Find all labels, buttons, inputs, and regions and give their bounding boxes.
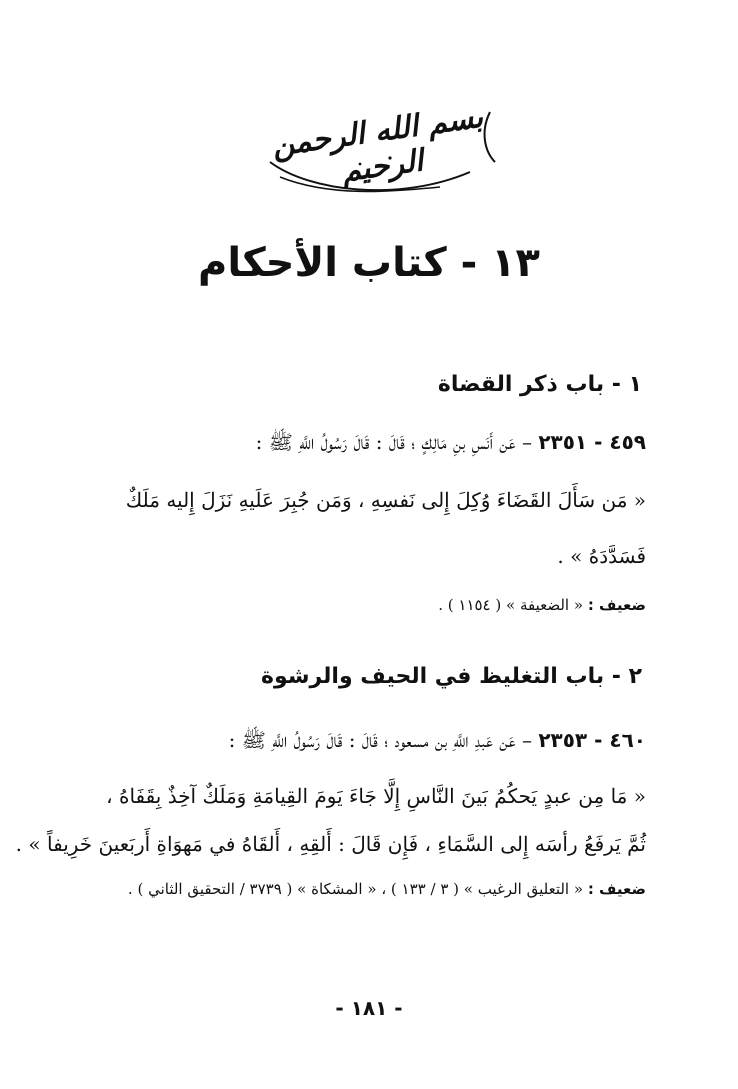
grade-label: ضعيف : <box>587 596 646 614</box>
grade-reference: « التعليق الرغيب » ( ٣ / ١٣٣ ) ، « المشكاة » ( ٣٧٣٩ / التحقيق الثاني ) . <box>127 880 584 898</box>
hadith-460-line-3: ثُمَّ يَرفَعُ رأسَه إِلى السَّمَاءِ ، فَإِن قَالَ : أَلقِهِ ، أَلقَاهُ في مَهوَاةِ أَربَعينَ خَرِيفاً » . <box>15 832 646 856</box>
hadith-number: ٤٦٠ - ٢٣٥٣ <box>538 728 646 752</box>
hadith-459-line-1 <box>86 430 646 459</box>
basmala-calligraphy <box>240 92 520 202</box>
hadith-459-line-2: « مَن سَأَلَ القَضَاءَ وُكِلَ إِلى نَفسِهِ ، وَمَن جُبِرَ عَلَيهِ نَزَلَ إِليه مَلَكٌ <box>125 488 646 512</box>
hadith-text: – عَن عَبدِ اللَّهِ بن مسعود ؛ قَالَ : قَالَ رَسُولُ اللَّهِ ﷺ : <box>228 728 532 752</box>
grade-label: ضعيف : <box>587 880 646 898</box>
hadith-460-line-2: « مَا مِن عبدٍ يَحكُمُ بَينَ النَّاسِ إِلَّا جَاءَ يَومَ القِيامَةِ وَمَلَكٌ آخِذٌ بِقَفَاهُ ، <box>106 784 646 808</box>
basmala: بسم الله الرحمن الرحيم <box>270 99 486 190</box>
hadith-460-line-1 <box>86 728 646 757</box>
section-heading-1: ١ - باب ذكر القضاة <box>437 372 642 397</box>
grade-460 <box>128 880 646 898</box>
book-title: ١٣ - كتاب الأحكام <box>198 240 540 286</box>
hadith-text: – عَن أَنَسِ بنِ مَالِكٍ ؛ قَالَ : قَالَ رَسُولُ اللَّهِ ﷺ : <box>255 430 532 454</box>
hadith-number: ٤٥٩ - ٢٣٥١ <box>538 430 646 454</box>
grade-459 <box>438 596 646 614</box>
page-number: - ١٨١ - <box>335 996 403 1020</box>
hadith-459-line-3: فَسَدَّدَهُ » . <box>557 544 646 568</box>
section-heading-2: ٢ - باب التغليظ في الحيف والرشوة <box>261 664 642 689</box>
grade-reference: « الضعيفة » ( ١١٥٤ ) . <box>438 596 584 614</box>
